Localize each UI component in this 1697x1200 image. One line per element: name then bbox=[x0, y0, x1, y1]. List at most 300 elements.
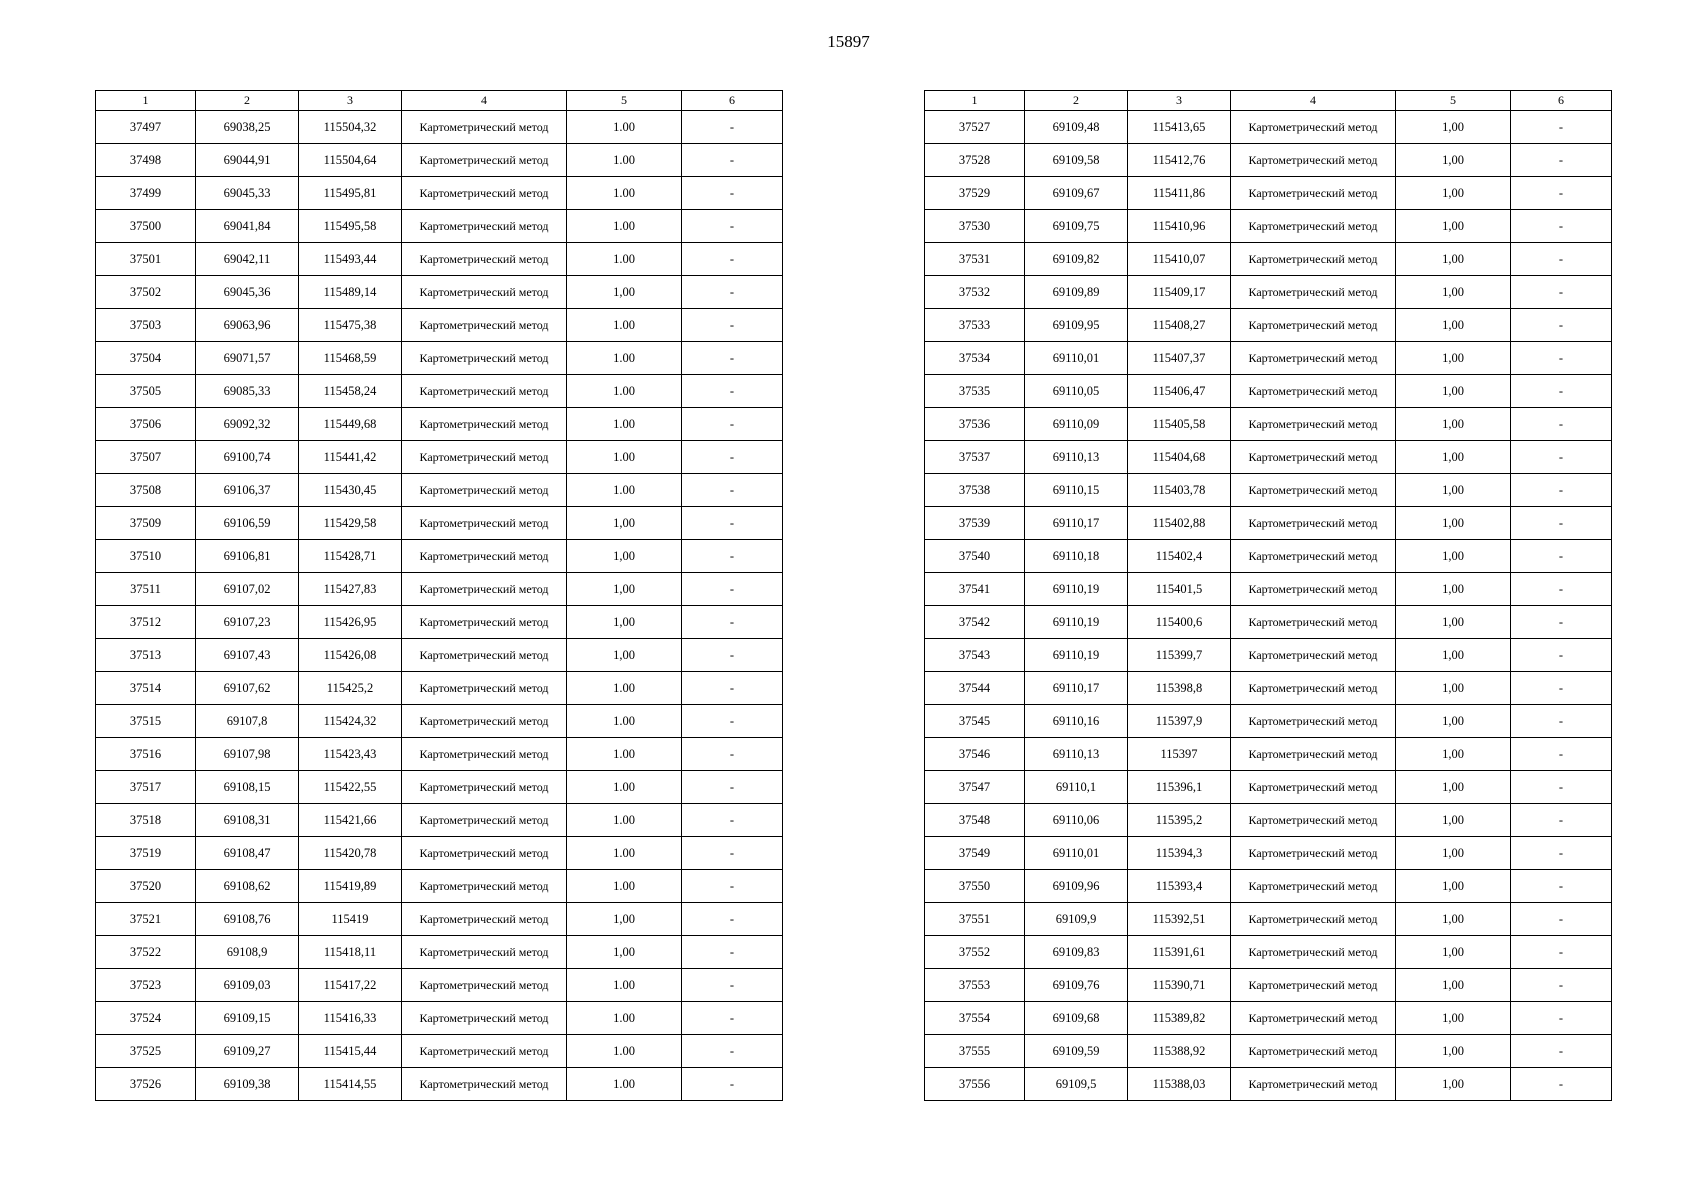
table-row bbox=[96, 309, 783, 342]
method-cell: Картометрический метод bbox=[402, 804, 567, 837]
table-row bbox=[925, 573, 1612, 606]
x-coordinate-cell: 69110,01 bbox=[1025, 342, 1128, 375]
x-coordinate-cell: 69071,57 bbox=[196, 342, 299, 375]
method-cell: Картометрический метод bbox=[402, 771, 567, 804]
x-coordinate-cell: 69109,67 bbox=[1025, 177, 1128, 210]
point-number-cell: 37552 bbox=[925, 936, 1025, 969]
accuracy-cell: 1,00 bbox=[567, 903, 682, 936]
point-number-cell: 37534 bbox=[925, 342, 1025, 375]
x-coordinate-cell: 69107,43 bbox=[196, 639, 299, 672]
method-cell: Картометрический метод bbox=[1231, 177, 1396, 210]
note-cell: - bbox=[1511, 441, 1612, 474]
point-number-cell: 37548 bbox=[925, 804, 1025, 837]
accuracy-cell: 1,00 bbox=[567, 540, 682, 573]
accuracy-cell: 1.00 bbox=[567, 672, 682, 705]
method-cell: Картометрический метод bbox=[402, 903, 567, 936]
method-cell: Картометрический метод bbox=[402, 507, 567, 540]
page-number: 15897 bbox=[827, 32, 870, 51]
note-cell: - bbox=[682, 804, 783, 837]
point-number-cell: 37537 bbox=[925, 441, 1025, 474]
y-coordinate-cell: 115407,37 bbox=[1128, 342, 1231, 375]
y-coordinate-cell: 115397 bbox=[1128, 738, 1231, 771]
x-coordinate-cell: 69107,62 bbox=[196, 672, 299, 705]
y-coordinate-cell: 115489,14 bbox=[299, 276, 402, 309]
column-header: 5 bbox=[567, 91, 682, 111]
y-coordinate-cell: 115400,6 bbox=[1128, 606, 1231, 639]
column-header: 4 bbox=[402, 91, 567, 111]
x-coordinate-cell: 69110,19 bbox=[1025, 606, 1128, 639]
method-cell: Картометрический метод bbox=[1231, 969, 1396, 1002]
note-cell: - bbox=[1511, 1068, 1612, 1101]
note-cell: - bbox=[1511, 474, 1612, 507]
accuracy-cell: 1,00 bbox=[1396, 111, 1511, 144]
accuracy-cell: 1,00 bbox=[1396, 507, 1511, 540]
table-row bbox=[925, 969, 1612, 1002]
accuracy-cell: 1,00 bbox=[1396, 870, 1511, 903]
y-coordinate-cell: 115411,86 bbox=[1128, 177, 1231, 210]
point-number-cell: 37543 bbox=[925, 639, 1025, 672]
table-row bbox=[925, 243, 1612, 276]
note-cell: - bbox=[682, 1035, 783, 1068]
x-coordinate-cell: 69110,15 bbox=[1025, 474, 1128, 507]
point-number-cell: 37524 bbox=[96, 1002, 196, 1035]
y-coordinate-cell: 115393,4 bbox=[1128, 870, 1231, 903]
point-number-cell: 37545 bbox=[925, 705, 1025, 738]
method-cell: Картометрический метод bbox=[402, 639, 567, 672]
accuracy-cell: 1,00 bbox=[1396, 969, 1511, 1002]
table-row bbox=[96, 507, 783, 540]
note-cell: - bbox=[682, 606, 783, 639]
table-row bbox=[96, 639, 783, 672]
point-number-cell: 37536 bbox=[925, 408, 1025, 441]
accuracy-cell: 1,00 bbox=[1396, 573, 1511, 606]
point-number-cell: 37538 bbox=[925, 474, 1025, 507]
note-cell: - bbox=[1511, 408, 1612, 441]
y-coordinate-cell: 115394,3 bbox=[1128, 837, 1231, 870]
accuracy-cell: 1,00 bbox=[567, 606, 682, 639]
x-coordinate-cell: 69109,5 bbox=[1025, 1068, 1128, 1101]
accuracy-cell: 1,00 bbox=[1396, 1068, 1511, 1101]
table-header bbox=[925, 91, 1612, 111]
y-coordinate-cell: 115406,47 bbox=[1128, 375, 1231, 408]
x-coordinate-cell: 69109,59 bbox=[1025, 1035, 1128, 1068]
x-coordinate-cell: 69110,17 bbox=[1025, 672, 1128, 705]
y-coordinate-cell: 115402,4 bbox=[1128, 540, 1231, 573]
method-cell: Картометрический метод bbox=[402, 672, 567, 705]
table-row bbox=[925, 936, 1612, 969]
method-cell: Картометрический метод bbox=[402, 342, 567, 375]
method-cell: Картометрический метод bbox=[1231, 474, 1396, 507]
x-coordinate-cell: 69110,09 bbox=[1025, 408, 1128, 441]
point-number-cell: 37525 bbox=[96, 1035, 196, 1068]
x-coordinate-cell: 69109,96 bbox=[1025, 870, 1128, 903]
accuracy-cell: 1,00 bbox=[1396, 936, 1511, 969]
method-cell: Картометрический метод bbox=[402, 606, 567, 639]
table-row bbox=[925, 705, 1612, 738]
table-row bbox=[925, 309, 1612, 342]
x-coordinate-cell: 69108,15 bbox=[196, 771, 299, 804]
table-row bbox=[96, 837, 783, 870]
table-row bbox=[96, 705, 783, 738]
accuracy-cell: 1.00 bbox=[567, 705, 682, 738]
table-row bbox=[96, 606, 783, 639]
y-coordinate-cell: 115428,71 bbox=[299, 540, 402, 573]
note-cell: - bbox=[682, 771, 783, 804]
table-row bbox=[96, 936, 783, 969]
x-coordinate-cell: 69106,59 bbox=[196, 507, 299, 540]
method-cell: Картометрический метод bbox=[402, 408, 567, 441]
y-coordinate-cell: 115404,68 bbox=[1128, 441, 1231, 474]
y-coordinate-cell: 115495,81 bbox=[299, 177, 402, 210]
point-number-cell: 37516 bbox=[96, 738, 196, 771]
note-cell: - bbox=[1511, 903, 1612, 936]
y-coordinate-cell: 115391,61 bbox=[1128, 936, 1231, 969]
table-row bbox=[925, 903, 1612, 936]
point-number-cell: 37506 bbox=[96, 408, 196, 441]
column-header: 3 bbox=[299, 91, 402, 111]
point-number-cell: 37555 bbox=[925, 1035, 1025, 1068]
x-coordinate-cell: 69038,25 bbox=[196, 111, 299, 144]
y-coordinate-cell: 115421,66 bbox=[299, 804, 402, 837]
accuracy-cell: 1.00 bbox=[567, 1068, 682, 1101]
y-coordinate-cell: 115495,58 bbox=[299, 210, 402, 243]
note-cell: - bbox=[1511, 1035, 1612, 1068]
note-cell: - bbox=[682, 573, 783, 606]
y-coordinate-cell: 115409,17 bbox=[1128, 276, 1231, 309]
table-row bbox=[925, 177, 1612, 210]
header-row bbox=[925, 91, 1612, 111]
x-coordinate-cell: 69110,18 bbox=[1025, 540, 1128, 573]
point-number-cell: 37521 bbox=[96, 903, 196, 936]
point-number-cell: 37517 bbox=[96, 771, 196, 804]
table-row bbox=[925, 606, 1612, 639]
table-row bbox=[96, 144, 783, 177]
x-coordinate-cell: 69109,27 bbox=[196, 1035, 299, 1068]
note-cell: - bbox=[682, 1068, 783, 1101]
x-coordinate-cell: 69110,17 bbox=[1025, 507, 1128, 540]
note-cell: - bbox=[682, 1002, 783, 1035]
accuracy-cell: 1.00 bbox=[567, 111, 682, 144]
note-cell: - bbox=[682, 936, 783, 969]
note-cell: - bbox=[682, 309, 783, 342]
table-row bbox=[96, 1002, 783, 1035]
y-coordinate-cell: 115390,71 bbox=[1128, 969, 1231, 1002]
method-cell: Картометрический метод bbox=[1231, 903, 1396, 936]
note-cell: - bbox=[682, 408, 783, 441]
x-coordinate-cell: 69107,02 bbox=[196, 573, 299, 606]
accuracy-cell: 1.00 bbox=[567, 342, 682, 375]
method-cell: Картометрический метод bbox=[1231, 870, 1396, 903]
accuracy-cell: 1,00 bbox=[567, 639, 682, 672]
accuracy-cell: 1,00 bbox=[1396, 375, 1511, 408]
y-coordinate-cell: 115415,44 bbox=[299, 1035, 402, 1068]
method-cell: Картометрический метод bbox=[402, 276, 567, 309]
y-coordinate-cell: 115417,22 bbox=[299, 969, 402, 1002]
point-number-cell: 37527 bbox=[925, 111, 1025, 144]
note-cell: - bbox=[1511, 771, 1612, 804]
column-header: 1 bbox=[96, 91, 196, 111]
accuracy-cell: 1,00 bbox=[1396, 210, 1511, 243]
accuracy-cell: 1,00 bbox=[1396, 804, 1511, 837]
table-row bbox=[925, 507, 1612, 540]
note-cell: - bbox=[682, 276, 783, 309]
note-cell: - bbox=[682, 969, 783, 1002]
x-coordinate-cell: 69110,1 bbox=[1025, 771, 1128, 804]
method-cell: Картометрический метод bbox=[1231, 1002, 1396, 1035]
method-cell: Картометрический метод bbox=[1231, 606, 1396, 639]
table-row bbox=[96, 441, 783, 474]
method-cell: Картометрический метод bbox=[1231, 705, 1396, 738]
x-coordinate-cell: 69109,83 bbox=[1025, 936, 1128, 969]
note-cell: - bbox=[682, 672, 783, 705]
x-coordinate-cell: 69100,74 bbox=[196, 441, 299, 474]
y-coordinate-cell: 115504,64 bbox=[299, 144, 402, 177]
note-cell: - bbox=[1511, 573, 1612, 606]
point-number-cell: 37522 bbox=[96, 936, 196, 969]
point-number-cell: 37502 bbox=[96, 276, 196, 309]
method-cell: Картометрический метод bbox=[402, 309, 567, 342]
table-body bbox=[96, 111, 783, 1101]
point-number-cell: 37531 bbox=[925, 243, 1025, 276]
x-coordinate-cell: 69107,23 bbox=[196, 606, 299, 639]
accuracy-cell: 1,00 bbox=[1396, 903, 1511, 936]
table-row bbox=[925, 1002, 1612, 1035]
x-coordinate-cell: 69110,19 bbox=[1025, 573, 1128, 606]
point-number-cell: 37504 bbox=[96, 342, 196, 375]
point-number-cell: 37528 bbox=[925, 144, 1025, 177]
accuracy-cell: 1,00 bbox=[1396, 1002, 1511, 1035]
table-row bbox=[925, 210, 1612, 243]
note-cell: - bbox=[682, 243, 783, 276]
method-cell: Картометрический метод bbox=[1231, 309, 1396, 342]
x-coordinate-cell: 69063,96 bbox=[196, 309, 299, 342]
y-coordinate-cell: 115429,58 bbox=[299, 507, 402, 540]
point-number-cell: 37541 bbox=[925, 573, 1025, 606]
column-header: 6 bbox=[1511, 91, 1612, 111]
point-number-cell: 37530 bbox=[925, 210, 1025, 243]
table-row bbox=[96, 771, 783, 804]
accuracy-cell: 1.00 bbox=[567, 144, 682, 177]
x-coordinate-cell: 69108,76 bbox=[196, 903, 299, 936]
accuracy-cell: 1,00 bbox=[1396, 705, 1511, 738]
accuracy-cell: 1.00 bbox=[567, 870, 682, 903]
x-coordinate-cell: 69106,37 bbox=[196, 474, 299, 507]
note-cell: - bbox=[1511, 738, 1612, 771]
point-number-cell: 37500 bbox=[96, 210, 196, 243]
table-row bbox=[96, 210, 783, 243]
x-coordinate-cell: 69110,01 bbox=[1025, 837, 1128, 870]
table-row bbox=[925, 804, 1612, 837]
column-header: 1 bbox=[925, 91, 1025, 111]
table-row bbox=[925, 474, 1612, 507]
accuracy-cell: 1,00 bbox=[1396, 309, 1511, 342]
y-coordinate-cell: 115426,95 bbox=[299, 606, 402, 639]
y-coordinate-cell: 115504,32 bbox=[299, 111, 402, 144]
x-coordinate-cell: 69109,58 bbox=[1025, 144, 1128, 177]
accuracy-cell: 1.00 bbox=[567, 969, 682, 1002]
note-cell: - bbox=[1511, 177, 1612, 210]
point-number-cell: 37509 bbox=[96, 507, 196, 540]
table-row bbox=[96, 243, 783, 276]
note-cell: - bbox=[1511, 507, 1612, 540]
x-coordinate-cell: 69109,75 bbox=[1025, 210, 1128, 243]
table-row bbox=[96, 573, 783, 606]
accuracy-cell: 1.00 bbox=[567, 375, 682, 408]
accuracy-cell: 1.00 bbox=[567, 243, 682, 276]
column-header: 3 bbox=[1128, 91, 1231, 111]
table-row bbox=[96, 177, 783, 210]
method-cell: Картометрический метод bbox=[1231, 342, 1396, 375]
accuracy-cell: 1,00 bbox=[567, 276, 682, 309]
point-number-cell: 37503 bbox=[96, 309, 196, 342]
method-cell: Картометрический метод bbox=[1231, 672, 1396, 705]
table-row bbox=[925, 342, 1612, 375]
accuracy-cell: 1.00 bbox=[567, 837, 682, 870]
point-number-cell: 37520 bbox=[96, 870, 196, 903]
y-coordinate-cell: 115388,92 bbox=[1128, 1035, 1231, 1068]
y-coordinate-cell: 115468,59 bbox=[299, 342, 402, 375]
table-row bbox=[96, 111, 783, 144]
x-coordinate-cell: 69092,32 bbox=[196, 408, 299, 441]
point-number-cell: 37519 bbox=[96, 837, 196, 870]
accuracy-cell: 1.00 bbox=[567, 771, 682, 804]
table-row bbox=[96, 804, 783, 837]
table-row bbox=[925, 144, 1612, 177]
x-coordinate-cell: 69108,31 bbox=[196, 804, 299, 837]
x-coordinate-cell: 69109,95 bbox=[1025, 309, 1128, 342]
x-coordinate-cell: 69109,48 bbox=[1025, 111, 1128, 144]
table-row bbox=[925, 540, 1612, 573]
table-row bbox=[925, 408, 1612, 441]
method-cell: Картометрический метод bbox=[402, 111, 567, 144]
point-number-cell: 37507 bbox=[96, 441, 196, 474]
note-cell: - bbox=[1511, 276, 1612, 309]
note-cell: - bbox=[682, 441, 783, 474]
header-row bbox=[96, 91, 783, 111]
y-coordinate-cell: 115418,11 bbox=[299, 936, 402, 969]
accuracy-cell: 1,00 bbox=[1396, 441, 1511, 474]
method-cell: Картометрический метод bbox=[402, 210, 567, 243]
accuracy-cell: 1.00 bbox=[567, 1035, 682, 1068]
note-cell: - bbox=[682, 474, 783, 507]
y-coordinate-cell: 115449,68 bbox=[299, 408, 402, 441]
method-cell: Картометрический метод bbox=[402, 1002, 567, 1035]
point-number-cell: 37511 bbox=[96, 573, 196, 606]
method-cell: Картометрический метод bbox=[402, 870, 567, 903]
accuracy-cell: 1,00 bbox=[1396, 177, 1511, 210]
column-header: 5 bbox=[1396, 91, 1511, 111]
y-coordinate-cell: 115401,5 bbox=[1128, 573, 1231, 606]
method-cell: Картометрический метод bbox=[402, 441, 567, 474]
note-cell: - bbox=[1511, 375, 1612, 408]
point-number-cell: 37512 bbox=[96, 606, 196, 639]
y-coordinate-cell: 115441,42 bbox=[299, 441, 402, 474]
method-cell: Картометрический метод bbox=[1231, 210, 1396, 243]
x-coordinate-cell: 69108,9 bbox=[196, 936, 299, 969]
method-cell: Картометрический метод bbox=[1231, 1068, 1396, 1101]
accuracy-cell: 1,00 bbox=[1396, 144, 1511, 177]
y-coordinate-cell: 115458,24 bbox=[299, 375, 402, 408]
x-coordinate-cell: 69041,84 bbox=[196, 210, 299, 243]
method-cell: Картометрический метод bbox=[1231, 639, 1396, 672]
y-coordinate-cell: 115398,8 bbox=[1128, 672, 1231, 705]
point-number-cell: 37497 bbox=[96, 111, 196, 144]
y-coordinate-cell: 115430,45 bbox=[299, 474, 402, 507]
x-coordinate-cell: 69108,62 bbox=[196, 870, 299, 903]
method-cell: Картометрический метод bbox=[1231, 1035, 1396, 1068]
note-cell: - bbox=[682, 111, 783, 144]
accuracy-cell: 1,00 bbox=[1396, 771, 1511, 804]
method-cell: Картометрический метод bbox=[1231, 441, 1396, 474]
y-coordinate-cell: 115389,82 bbox=[1128, 1002, 1231, 1035]
x-coordinate-cell: 69110,05 bbox=[1025, 375, 1128, 408]
point-number-cell: 37532 bbox=[925, 276, 1025, 309]
note-cell: - bbox=[1511, 1002, 1612, 1035]
table-body bbox=[925, 111, 1612, 1101]
x-coordinate-cell: 69109,03 bbox=[196, 969, 299, 1002]
accuracy-cell: 1.00 bbox=[567, 408, 682, 441]
table-row bbox=[925, 639, 1612, 672]
y-coordinate-cell: 115414,55 bbox=[299, 1068, 402, 1101]
y-coordinate-cell: 115419 bbox=[299, 903, 402, 936]
x-coordinate-cell: 69107,98 bbox=[196, 738, 299, 771]
table-row bbox=[96, 870, 783, 903]
x-coordinate-cell: 69107,8 bbox=[196, 705, 299, 738]
note-cell: - bbox=[1511, 111, 1612, 144]
y-coordinate-cell: 115395,2 bbox=[1128, 804, 1231, 837]
y-coordinate-cell: 115419,89 bbox=[299, 870, 402, 903]
method-cell: Картометрический метод bbox=[1231, 243, 1396, 276]
y-coordinate-cell: 115423,43 bbox=[299, 738, 402, 771]
x-coordinate-cell: 69106,81 bbox=[196, 540, 299, 573]
method-cell: Картометрический метод bbox=[402, 573, 567, 606]
point-number-cell: 37533 bbox=[925, 309, 1025, 342]
y-coordinate-cell: 115424,32 bbox=[299, 705, 402, 738]
point-number-cell: 37529 bbox=[925, 177, 1025, 210]
note-cell: - bbox=[682, 540, 783, 573]
note-cell: - bbox=[1511, 870, 1612, 903]
accuracy-cell: 1,00 bbox=[1396, 606, 1511, 639]
column-header: 2 bbox=[196, 91, 299, 111]
table-row bbox=[925, 837, 1612, 870]
note-cell: - bbox=[682, 738, 783, 771]
note-cell: - bbox=[682, 507, 783, 540]
point-number-cell: 37551 bbox=[925, 903, 1025, 936]
table-row bbox=[96, 1068, 783, 1101]
accuracy-cell: 1,00 bbox=[567, 507, 682, 540]
y-coordinate-cell: 115425,2 bbox=[299, 672, 402, 705]
note-cell: - bbox=[682, 342, 783, 375]
accuracy-cell: 1.00 bbox=[567, 474, 682, 507]
point-number-cell: 37540 bbox=[925, 540, 1025, 573]
point-number-cell: 37505 bbox=[96, 375, 196, 408]
y-coordinate-cell: 115408,27 bbox=[1128, 309, 1231, 342]
accuracy-cell: 1.00 bbox=[567, 738, 682, 771]
point-number-cell: 37546 bbox=[925, 738, 1025, 771]
x-coordinate-cell: 69109,9 bbox=[1025, 903, 1128, 936]
point-number-cell: 37554 bbox=[925, 1002, 1025, 1035]
method-cell: Картометрический метод bbox=[1231, 738, 1396, 771]
point-number-cell: 37501 bbox=[96, 243, 196, 276]
note-cell: - bbox=[682, 375, 783, 408]
note-cell: - bbox=[1511, 804, 1612, 837]
method-cell: Картометрический метод bbox=[1231, 408, 1396, 441]
table-row bbox=[925, 771, 1612, 804]
table-row bbox=[96, 903, 783, 936]
accuracy-cell: 1,00 bbox=[1396, 408, 1511, 441]
note-cell: - bbox=[1511, 309, 1612, 342]
column-header: 4 bbox=[1231, 91, 1396, 111]
